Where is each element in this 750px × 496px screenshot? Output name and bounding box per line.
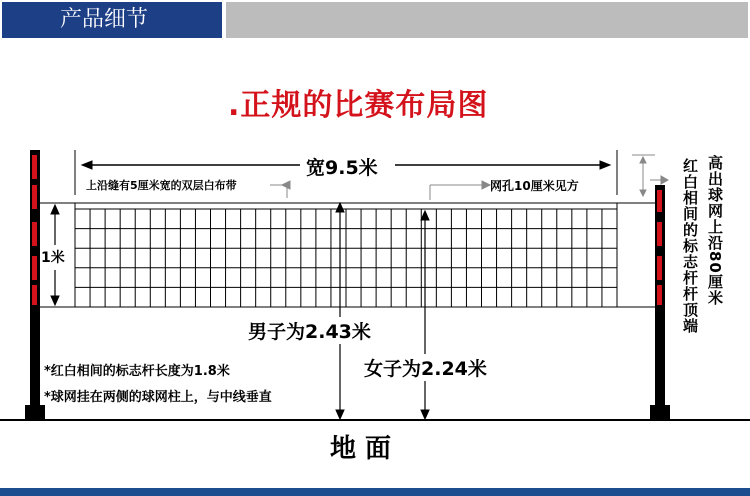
antenna-desc-label: 红白相间的标志杆杆顶端 xyxy=(681,158,699,334)
tab-product-details[interactable]: 产品细节 xyxy=(2,2,222,38)
mesh-pointer xyxy=(430,181,490,200)
top-band-label: 上沿缝有5厘米宽的双层白布带 xyxy=(86,179,237,192)
bottom-strip xyxy=(0,488,750,496)
men-height-label: 男子为2.43米 xyxy=(246,317,373,344)
right-post xyxy=(617,185,670,419)
men-height-arrow xyxy=(336,203,344,419)
antenna-above-label: 高出球网上沿80厘米 xyxy=(706,155,724,306)
width-label: 宽9.5米 xyxy=(306,157,378,179)
women-height-arrow xyxy=(421,211,429,419)
net-mesh xyxy=(75,203,617,307)
note-net-mounting: *球网挂在两侧的球网柱上，与中线垂直 xyxy=(44,390,272,405)
mesh-label: 网孔10厘米见方 xyxy=(490,179,579,193)
top-band-pointer xyxy=(270,181,290,198)
note-antenna-length: *红白相间的标志杆长度为1.8米 xyxy=(44,364,230,379)
net-height-label: 1米 xyxy=(41,247,65,267)
ground-label: 地 面 xyxy=(330,434,392,464)
diagram-title: .正规的比赛布局图 xyxy=(228,88,489,123)
women-height-label: 女子为2.24米 xyxy=(362,354,489,381)
